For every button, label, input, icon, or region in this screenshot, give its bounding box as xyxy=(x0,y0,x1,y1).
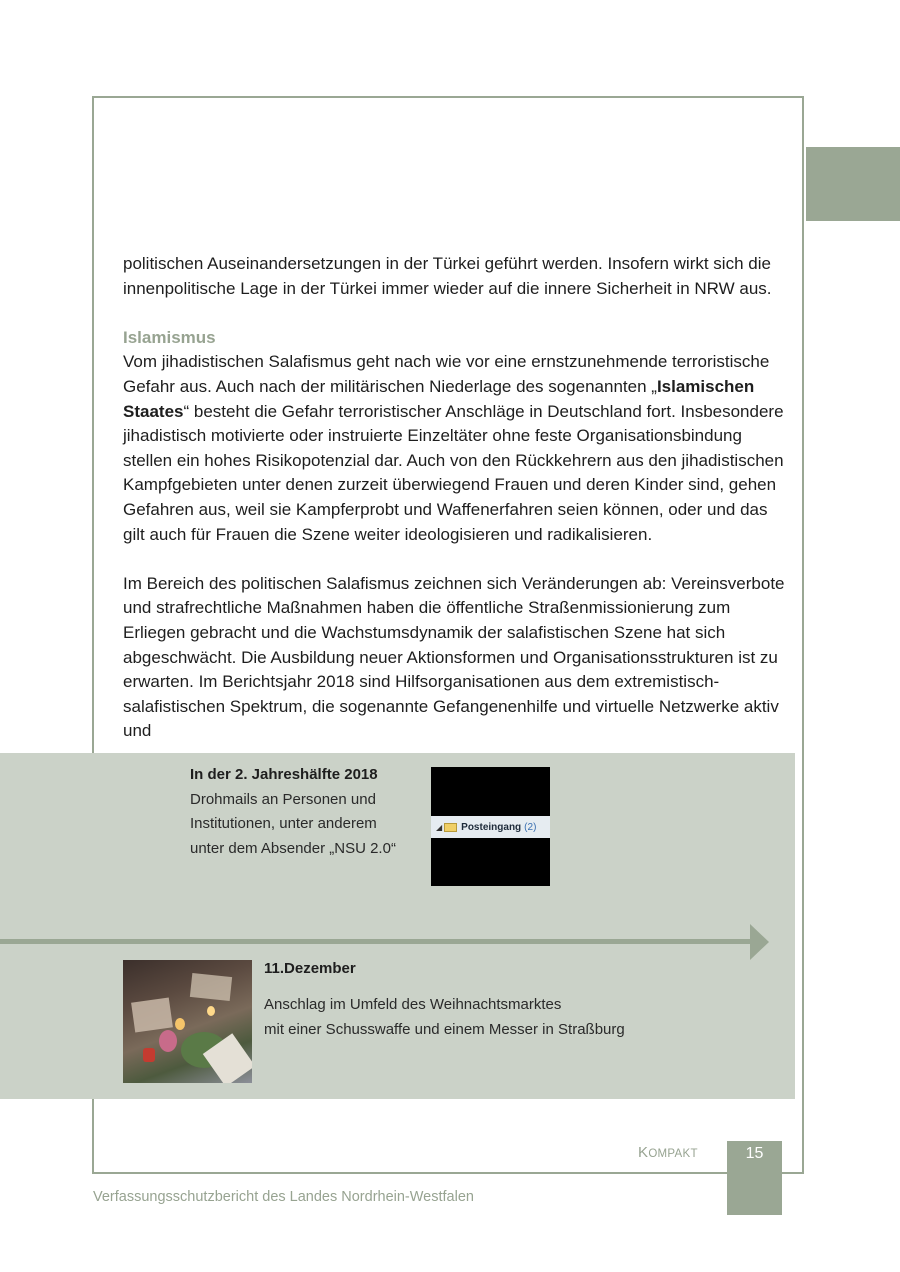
paragraph-jihadism-bold: Islamischen Staates xyxy=(123,376,755,421)
event-date: 11.Dezember xyxy=(264,960,356,977)
paragraph-jihadism-text-2: “ besteht die Gefahr terroristischer Anschläge in Deutschland fort. Insbesondere jihadistisch motivierte oder instruierte Einzeltäter ohne feste Organisationsbindung stellen ein hohes Risikopotenzial dar. Auch von den Rückkehrern aus den jihadistischen Kampfgebieten unter denen zurzeit überwiegend Frauen und deren Kinder sind, gehen Gefahren aus, weil sie Kampferprobt und Waffenerfahren seien können, oder und das gilt auch für Frauen die Szene weiter ideologisieren und radikalisieren. xyxy=(123,401,784,544)
timeline-event-strasbourg xyxy=(264,993,684,1042)
event-title: In der 2. Jahreshälfte 2018 xyxy=(190,766,378,783)
page-number: 15 xyxy=(745,1145,764,1162)
section-label-rest: OMPAKT xyxy=(648,1148,698,1160)
event-desc-line: Institutionen, unter anderem xyxy=(190,815,377,833)
timeline-event-threat-mails xyxy=(190,763,420,861)
section-label xyxy=(638,1144,698,1161)
inbox-count: (2) xyxy=(524,821,537,833)
event-desc-line: mit einer Schusswaffe und einem Messer in Straßburg xyxy=(264,1020,625,1038)
expand-triangle-icon: ◢ xyxy=(436,822,443,832)
timeline-arrow-icon xyxy=(750,924,769,960)
paragraph-jihadism xyxy=(123,350,788,547)
section-heading: Islamismus xyxy=(123,327,216,347)
paragraph-jihadism-text-1: Vom jihadistischen Salafismus geht nach wie vor eine ernstzunehmende terroristische Gefahr aus. Auch nach der militärischen Niederlage des sogenannten „ xyxy=(123,352,770,396)
memorial-photo xyxy=(123,960,252,1083)
folder-icon xyxy=(444,823,457,832)
event-desc-line: Drohmails an Personen und xyxy=(190,790,376,808)
inbox-screenshot-image xyxy=(431,767,550,886)
timeline-line xyxy=(0,939,752,944)
body-text xyxy=(123,252,788,744)
page-number-box xyxy=(727,1141,782,1215)
inbox-folder-row xyxy=(431,816,550,838)
event-desc-line: unter dem Absender „NSU 2.0“ xyxy=(190,839,396,857)
section-label-initial: K xyxy=(638,1144,649,1161)
paragraph-salafism: Im Bereich des politischen Salafismus zeichnen sich Veränderungen ab: Vereinsverbote und strafrechtliche Maßnahmen haben die öffentliche Straßenmissionierung zum Erliegen gebracht und die Wachstumsdynamik der salafistischen Szene hat sich abgeschwächt. Die Ausbildung neuer Aktionsformen und Organisationsstrukturen ist zu erwarten. Im Berichtsjahr 2018 sind Hilfsorganisationen aus dem extremistisch-salafistischen Spektrum, die sogenannte Gefangenenhilfe und virtuelle Netzwerke aktiv und xyxy=(123,573,785,741)
event-desc-line: Anschlag im Umfeld des Weihnachtsmarktes xyxy=(264,996,562,1013)
paragraph-turkey: politischen Auseinandersetzungen in der Türkei geführt werden. Insofern wirkt sich die innenpolitische Lage in der Türkei immer wieder auf die innere Sicherheit in NRW aus. xyxy=(123,254,772,298)
inbox-label: Posteingang xyxy=(461,821,522,833)
chapter-side-tab xyxy=(806,147,900,221)
publication-title: Verfassungsschutzbericht des Landes Nordrhein-Westfalen xyxy=(93,1189,474,1205)
